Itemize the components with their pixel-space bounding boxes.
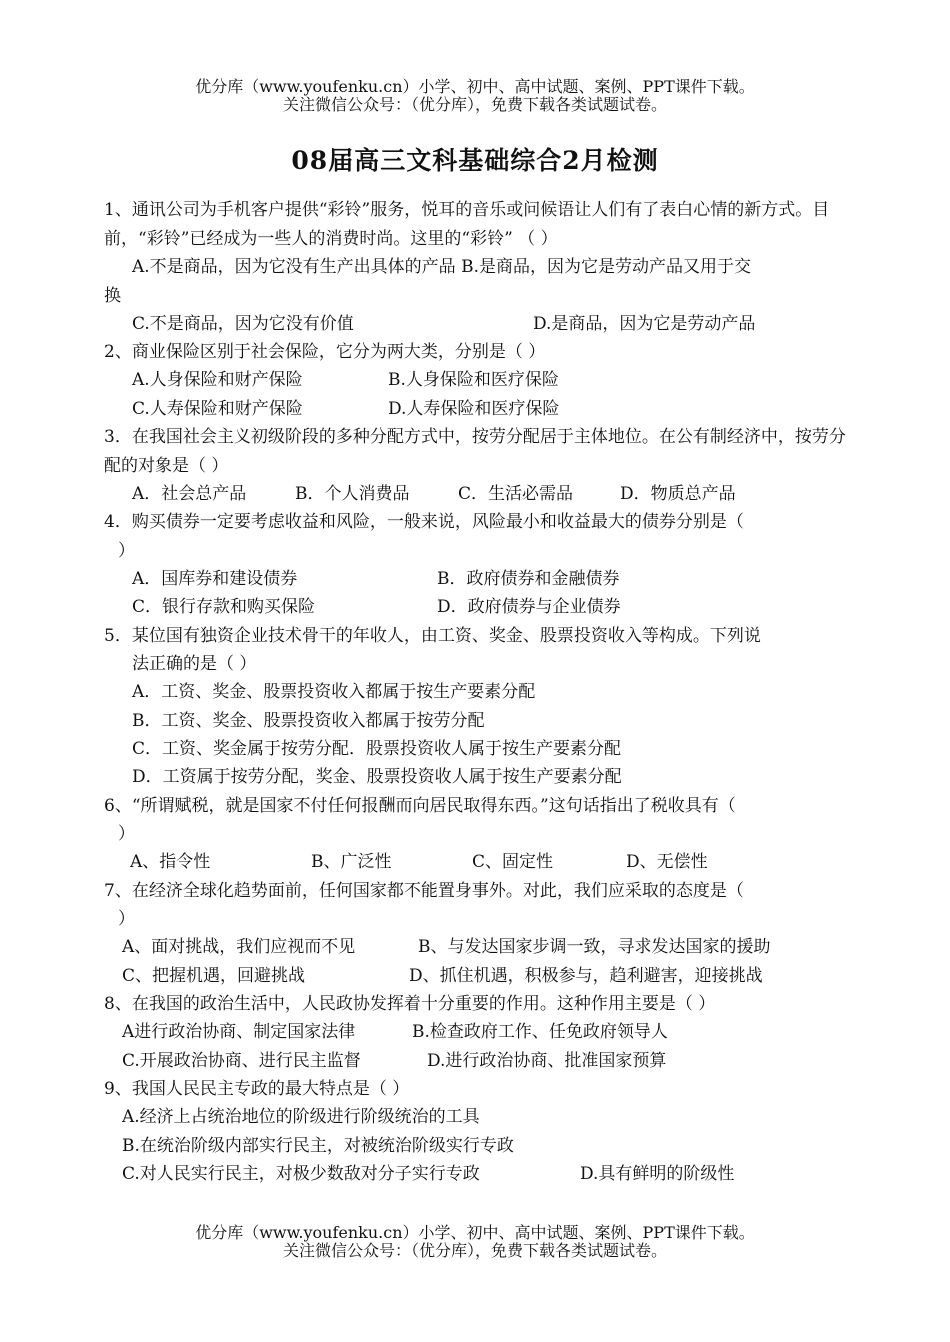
question-3-stem: 3．在我国社会主义初级阶段的多种分配方式中，按劳分配居于主体地位。在公有制经济中，按劳分配的对象是（ ） <box>104 427 846 476</box>
question-4-option-c: C．银行存款和购买保险 <box>132 597 316 617</box>
question-7-option-a: A、面对挑战，我们应视而不见 <box>122 937 356 957</box>
question-4-option-d: D．政府债券与企业债券 <box>437 597 621 617</box>
question-5-option-c: C．工资、奖金属于按劳分配．股票投资收人属于按生产要素分配 <box>132 739 622 759</box>
question-2-option-a: A.人身保险和财产保险 <box>132 370 303 390</box>
question-6-option-d: D、无偿性 <box>626 852 708 872</box>
question-5-stem-wrap: 法正确的是（ ） <box>132 654 257 674</box>
question-4-stem: 4．购买债券一定要考虑收益和风险，一般来说，风险最小和收益最大的债券分别是（ <box>104 512 744 532</box>
page-title: 08届高三文科基础综合2月检测 <box>291 146 659 175</box>
question-3-option-d: D．物质总产品 <box>620 484 736 504</box>
question-7-option-d: D、抓住机遇，积极参与，趋利避害，迎接挑战 <box>409 966 763 986</box>
question-8-option-d: D.进行政治协商、批准国家预算 <box>427 1051 667 1071</box>
question-5-option-d: D．工资属于按劳分配，奖金、股票投资收人属于按生产要素分配 <box>132 767 622 787</box>
question-9-option-c: C.对人民实行民主，对极少数敌对分子实行专政 <box>122 1164 480 1184</box>
question-8-stem: 8、在我国的政治生活中，人民政协发挥着十分重要的作用。这种作用主要是（ ） <box>104 994 716 1014</box>
question-1-option-d: D.是商品，因为它是劳动产品 <box>533 314 756 334</box>
footer-line-1: 优分库（www.youfenku.cn）小学、初中、高中试题、案例、PPT课件下载。 <box>195 1223 755 1242</box>
question-9-stem: 9、我国人民民主专政的最大特点是（ ） <box>104 1079 410 1099</box>
question-4-option-b: B．政府债券和金融债券 <box>437 569 620 589</box>
question-7-stem-wrap: ） <box>118 909 135 929</box>
question-2-stem: 2、商业保险区别于社会保险，它分为两大类，分别是（ ） <box>104 342 546 362</box>
question-7-option-b: B、与发达国家步调一致，寻求发达国家的援助 <box>418 937 771 957</box>
question-1-options-ab-wrap: 换 <box>104 286 121 306</box>
header-line-1: 优分库（www.youfenku.cn）小学、初中、高中试题、案例、PPT课件下载。 <box>195 77 755 96</box>
question-5-option-b: B．工资、奖金、股票投资收入都属于按劳分配 <box>132 711 485 731</box>
question-7-option-c: C、把握机遇，回避挑战 <box>122 966 306 986</box>
question-1-stem: 1、通讯公司为手机客户提供“彩铃”服务，悦耳的音乐或问候语让人们有了表白心情的新方式。目前，“彩铃”已经成为一些人的消费时尚。这里的“彩铃” （ ） <box>104 200 830 249</box>
header-line-2: 关注微信公众号：（优分库），免费下载各类试题试卷。 <box>282 95 667 114</box>
question-9-option-d: D.具有鲜明的阶级性 <box>580 1164 735 1184</box>
question-1-options-ab: A.不是商品，因为它没有生产出具体的产品 B.是商品，因为它是劳动产品又用于交 <box>132 257 751 277</box>
question-1-option-c: C.不是商品，因为它没有价值 <box>132 314 354 334</box>
question-5-option-a: A．工资、奖金、股票投资收入都属于按生产要素分配 <box>132 682 536 702</box>
question-6-stem: 6、“所谓赋税，就是国家不付任何报酬而向居民取得东西。”这句话指出了税收具有（ <box>104 796 736 816</box>
question-4-option-a: A．国库券和建设债券 <box>132 569 298 589</box>
question-2-option-c: C.人寿保险和财产保险 <box>132 399 303 419</box>
question-8-option-c: C.开展政治协商、进行民主监督 <box>122 1051 361 1071</box>
question-2-option-d: D.人寿保险和医疗保险 <box>388 399 560 419</box>
question-7-stem: 7、在经济全球化趋势面前，任何国家都不能置身事外。对此，我们应采取的态度是（ <box>104 881 744 901</box>
question-9-option-a: A.经济上占统治地位的阶级进行阶级统治的工具 <box>122 1107 480 1127</box>
question-6-stem-wrap: ） <box>118 824 135 844</box>
page-header <box>0 78 950 114</box>
question-6-option-b: B、广泛性 <box>311 852 392 872</box>
page-footer <box>0 1224 950 1260</box>
question-3-option-a: A．社会总产品 <box>132 484 247 504</box>
question-6-option-c: C、固定性 <box>472 852 554 872</box>
question-9-option-b: B.在统治阶级内部实行民主，对被统治阶级实行专政 <box>122 1136 514 1156</box>
question-2-option-b: B.人身保险和医疗保险 <box>388 370 559 390</box>
question-4-stem-wrap: ） <box>118 541 135 561</box>
question-8-option-a: A进行政治协商、制定国家法律 <box>122 1022 356 1042</box>
question-8-option-b: B.检查政府工作、任免政府领导人 <box>412 1022 668 1042</box>
question-6-option-a: A、指令性 <box>130 852 211 872</box>
question-3-option-c: C．生活必需品 <box>458 484 574 504</box>
question-5-stem: 5．某位国有独资企业技术骨干的年收人，由工资、奖金、股票投资收入等构成。下列说 <box>104 626 761 646</box>
footer-line-2: 关注微信公众号：（优分库），免费下载各类试题试卷。 <box>282 1241 667 1260</box>
question-3-option-b: B．个人消费品 <box>295 484 410 504</box>
